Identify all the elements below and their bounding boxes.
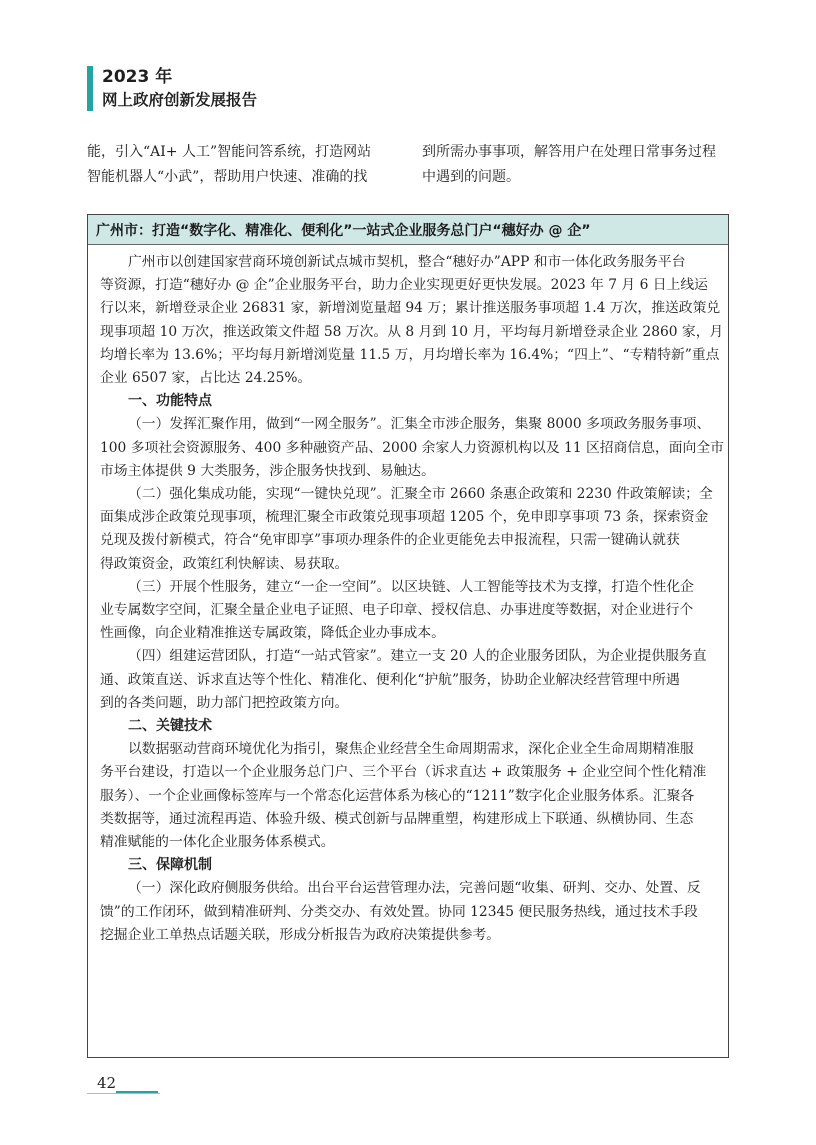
text-line: （四）组建运营团队，打造“一站式管家”。建立一支 20 人的企业服务团队，为企业提供服务直	[128, 648, 707, 665]
header-accent-bar	[87, 66, 93, 111]
case-study-box	[87, 214, 729, 1058]
text-line: 到所需办事事项，解答用户在处理日常事务过程	[422, 144, 716, 160]
guarantee-paragraph	[100, 877, 718, 947]
intro-right-column	[422, 140, 716, 190]
text-line: 馈”的工作闭环，做到精准研判、分类交办、有效处置。协同 12345 便民服务热线，通过技术手段	[100, 903, 698, 920]
page-number: 42	[97, 1074, 117, 1092]
text-line: （三）开展个性服务，建立“一企一空间”。以区块链、人工智能等技术为支撑，打造个性化企	[128, 578, 694, 595]
text-line: （一）发挥汇聚作用，做到“一网全服务”。汇集全市涉企服务，集聚 8000 多项政务服务事项、	[128, 416, 711, 433]
text-line: 智能机器人“小武”，帮助用户快速、准确的找	[87, 169, 368, 185]
text-line: 能，引入“AI+ 人工”智能问答系统，打造网站	[87, 144, 372, 160]
text-line: 面集成涉企政策兑现事项，梳理汇聚全市政策兑现事项超 1205 个，免申即享事项 73 条，探索资金	[100, 509, 709, 526]
report-year: 2023 年	[102, 67, 173, 87]
text-line: 广州市以创建国家营商环境创新试点城市契机，整合“穗好办”APP 和市一体化政务服务平台	[128, 254, 686, 270]
text-line: 等资源，打造“穗好办 @ 企”企业服务平台，助力企业实现更好更快发展。2023 年 7 月 6 日上线运	[100, 277, 708, 294]
text-line: 行以来，新增登录企业 26831 家，新增浏览量超 94 万；累计推送服务事项超 1.4 万次，推送政策兑	[100, 300, 721, 317]
text-line: 兑现及拨付新模式，符合“免审即享”事项办理条件的企业更能免去申报流程，只需一键确认就获	[100, 532, 680, 549]
feature-paragraph-3	[100, 576, 718, 646]
text-line: 均增长率为 13.6%；平均每月新增浏览量 11.5 万，月均增长率为 16.4%；“四上”、“专精特新”重点	[100, 346, 720, 363]
text-line: 性画像，向企业精准推送专属政策，降低企业办事成本。	[100, 625, 445, 642]
case-study-title: 广州市：打造“数字化、精准化、便利化”一站式企业服务总门户“穗好办 @ 企”	[96, 222, 591, 239]
text-line: 到的各类问题，助力部门把控政策方向。	[100, 694, 349, 711]
text-line: （二）强化集成功能，实现“一键快兑现”。汇聚全市 2660 条惠企政策和 2230 件政策解读；全	[128, 486, 713, 503]
text-line: 市场主体提供 9 大类服务，涉企服务快找到、易触达。	[100, 462, 435, 479]
key-tech-paragraph	[100, 738, 718, 854]
text-line: 通、政策直送、诉求直达等个性化、精准化、便利化“护航”服务，协助企业解决经营管理中所遇	[100, 671, 680, 688]
case-intro-paragraph	[100, 251, 724, 390]
section-heading-key-tech: 二、关键技术	[128, 718, 212, 735]
feature-paragraph-2	[100, 483, 718, 576]
text-line: 业专属数字空间，汇聚全量企业电子证照、电子印章、授权信息、办事进度等数据，对企业进行个	[100, 602, 694, 619]
footer-rule	[87, 1093, 160, 1094]
text-line: 以数据驱动营商环境优化为指引，聚焦企业经营全生命周期需求，深化企业全生命周期精准服	[128, 741, 694, 758]
section-heading-guarantee: 三、保障机制	[128, 857, 212, 874]
text-line: 精准赋能的一体化企业服务体系模式。	[100, 834, 335, 851]
report-title: 网上政府创新发展报告	[102, 91, 258, 109]
text-line: （一）深化政府侧服务供给。出台平台运营管理办法，完善问题“收集、研判、交办、处置、反	[128, 880, 701, 897]
feature-paragraph-4	[100, 645, 718, 715]
text-line: 服务）、一个企业画像标签库与一个常态化运营体系为核心的“1211”数字化企业服务体系。汇聚各	[100, 787, 695, 804]
feature-paragraph-1	[100, 413, 724, 483]
intro-left-column	[87, 140, 371, 190]
text-line: 得政策资金，政策红利快解读、易获取。	[100, 555, 349, 572]
case-study-body	[88, 245, 728, 947]
case-study-header	[88, 215, 728, 245]
text-line: 中遇到的问题。	[422, 169, 520, 185]
text-line: 企业 6507 家，占比达 24.25%。	[100, 370, 312, 387]
text-line: 务平台建设，打造以一个企业服务总门户、三个平台（诉求直达 + 政策服务 + 企业空间个性化精准	[100, 764, 707, 781]
text-line: 挖掘企业工单热点话题关联，形成分析报告为政府决策提供参考。	[100, 926, 501, 943]
text-line: 类数据等，通过流程再造、体验升级、模式创新与品牌重塑，构建形成上下联通、纵横协同、生态	[100, 810, 694, 827]
text-line: 100 多项社会资源服务、400 多种融资产品、2000 余家人力资源机构以及 11 区招商信息，面向全市	[100, 439, 724, 456]
text-line: 现事项超 10 万次，推送政策文件超 58 万次。从 8 月到 10 月，平均每月新增登录企业 2860 家，月	[100, 323, 724, 340]
section-heading-features: 一、功能特点	[128, 393, 212, 410]
